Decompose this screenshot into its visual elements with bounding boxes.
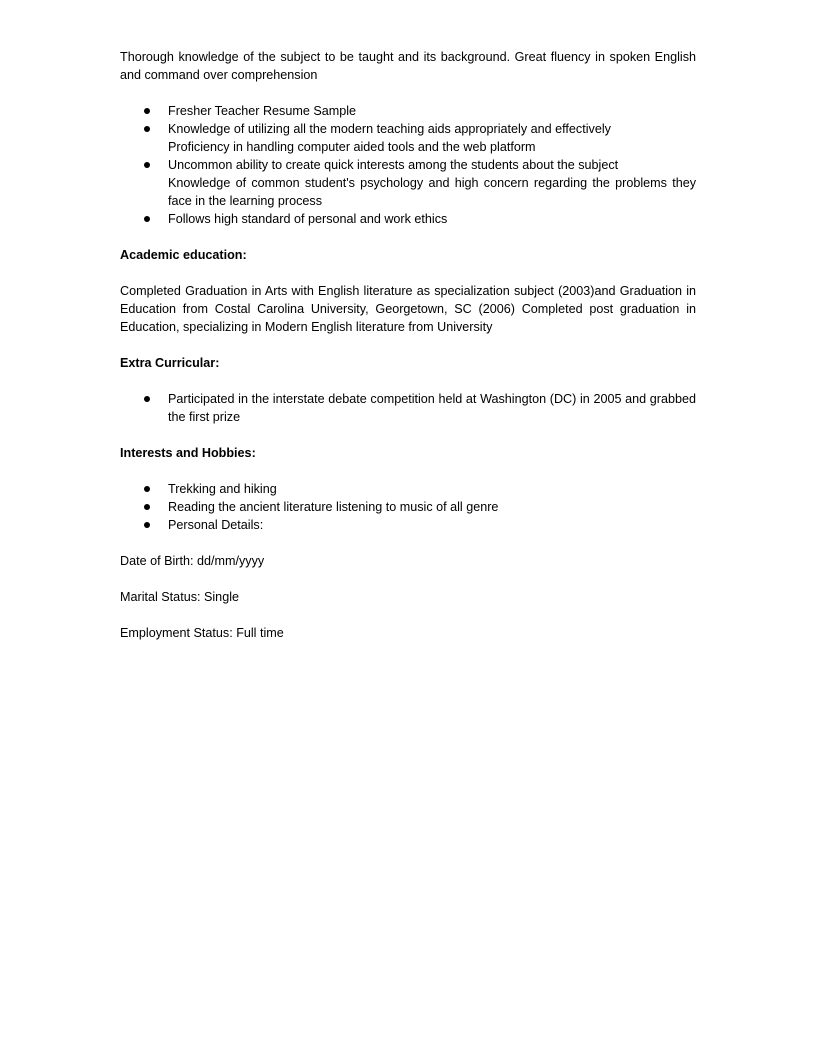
bullet-icon: [144, 162, 150, 168]
list-item-text: Knowledge of utilizing all the modern teaching aids appropriately and effectively: [168, 122, 611, 136]
date-of-birth: Date of Birth: dd/mm/yyyy: [120, 554, 265, 568]
list-item: [120, 120, 696, 156]
list-item: [120, 210, 696, 228]
skills-list: [120, 102, 696, 228]
bullet-icon: [144, 396, 150, 402]
bullet-icon: [144, 126, 150, 132]
list-item: [120, 390, 696, 426]
extra-curricular-list: [120, 390, 696, 426]
hobbies-heading: Interests and Hobbies:: [120, 446, 256, 460]
document-content: [120, 48, 696, 660]
list-item-text: Personal Details:: [168, 518, 264, 532]
list-item-text: Proficiency in handling computer aided tools and the web platform: [168, 140, 536, 154]
hobbies-list: [120, 480, 696, 534]
list-item: [120, 102, 696, 120]
bullet-icon: [144, 522, 150, 528]
list-item: [120, 156, 696, 210]
bullet-icon: [144, 504, 150, 510]
intro-paragraph: Thorough knowledge of the subject to be taught and its background. Great fluency in spoken English and command over comprehension: [120, 50, 696, 82]
list-item-text: Fresher Teacher Resume Sample: [168, 104, 357, 118]
bullet-icon: [144, 108, 150, 114]
list-item: [120, 498, 696, 516]
bullet-icon: [144, 216, 150, 222]
list-item-text: Follows high standard of personal and work ethics: [168, 212, 448, 226]
list-item-text: Trekking and hiking: [168, 482, 277, 496]
list-item-text: Uncommon ability to create quick interests among the students about the subject: [168, 158, 619, 172]
academic-heading: Academic education:: [120, 248, 247, 262]
list-item: [120, 516, 696, 534]
bullet-icon: [144, 486, 150, 492]
list-item-text: Participated in the interstate debate competition held at Washington (DC) in 2005 and grabbed the first prize: [168, 392, 696, 424]
marital-status: Marital Status: Single: [120, 590, 239, 604]
academic-paragraph: Completed Graduation in Arts with English literature as specialization subject (2003)and Graduation in Education from Costal Carolina University, Georgetown, SC (2006) Completed post graduation in Education, specializing in Modern English literature from University: [120, 284, 696, 334]
employment-status: Employment Status: Full time: [120, 626, 284, 640]
extra-curricular-heading: Extra Curricular:: [120, 356, 220, 370]
list-item: [120, 480, 696, 498]
list-item-text: Knowledge of common student's psychology and high concern regarding the problems they face in the learning process: [168, 176, 696, 208]
list-item-text: Reading the ancient literature listening to music of all genre: [168, 500, 499, 514]
